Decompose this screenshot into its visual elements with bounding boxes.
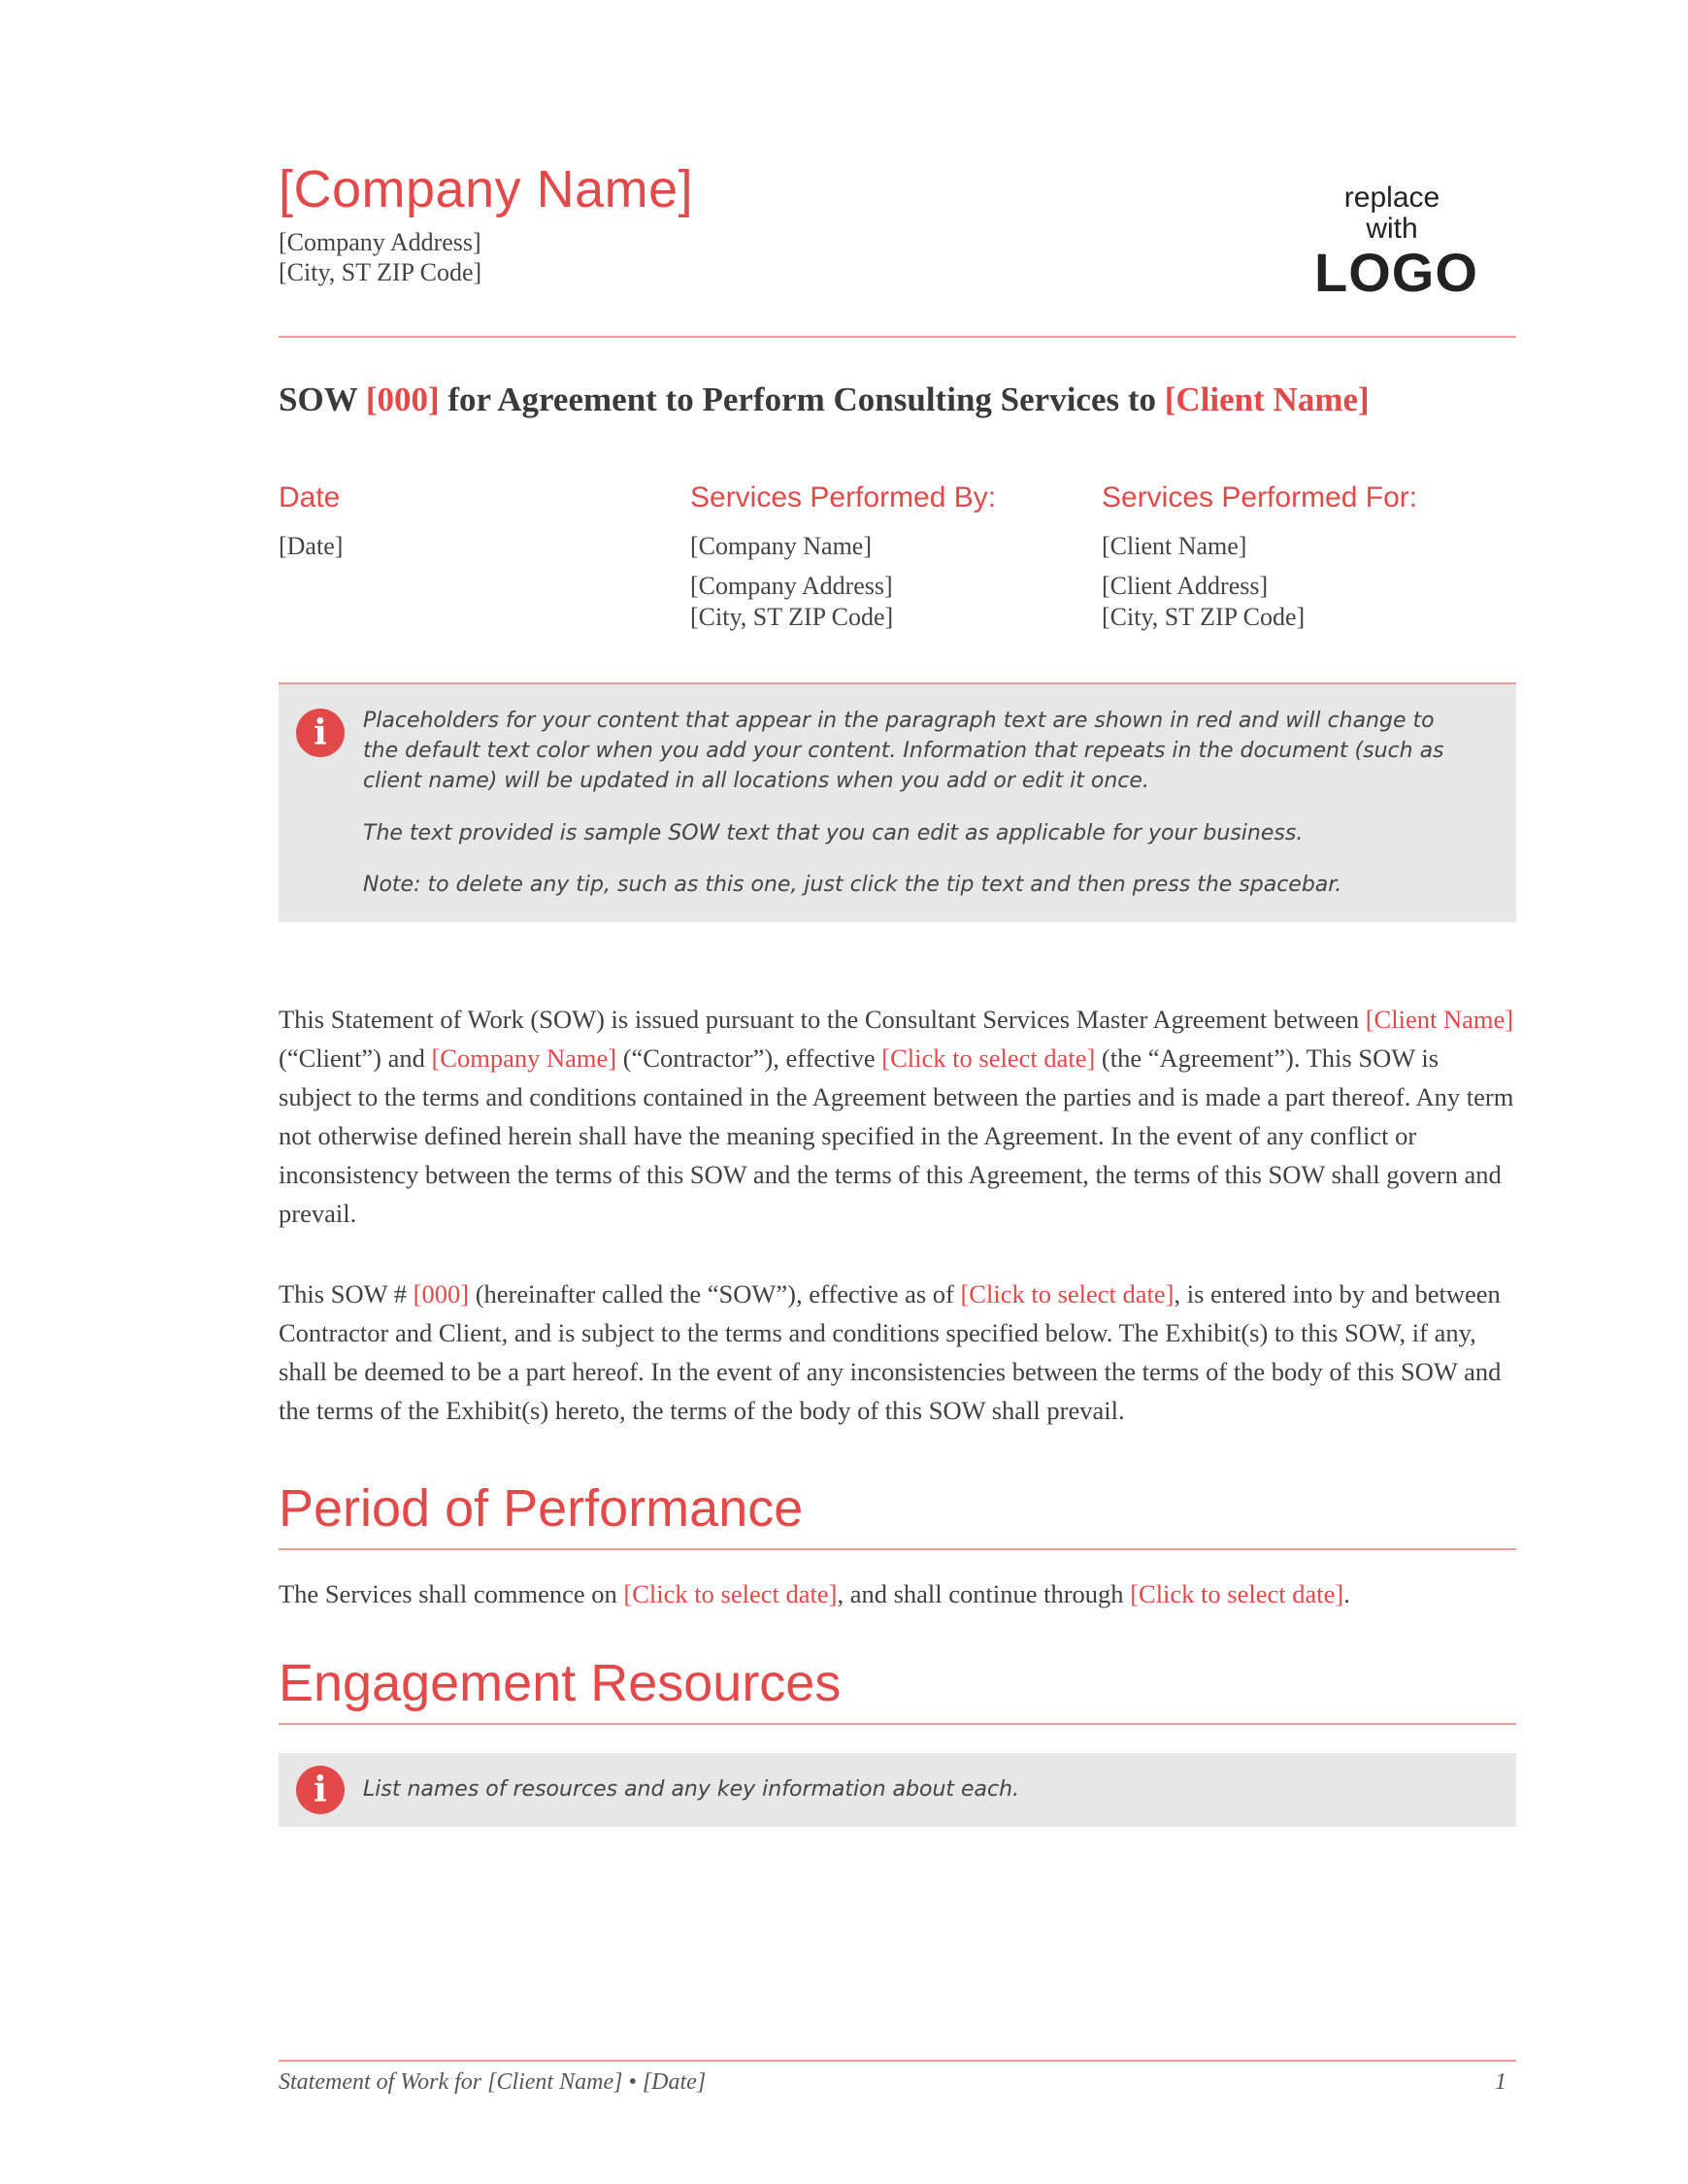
text-run: .: [1343, 1579, 1350, 1608]
text-run: The Services shall commence on: [279, 1579, 624, 1608]
sow-number-placeholder[interactable]: [000]: [413, 1279, 470, 1308]
sow-title[interactable]: [279, 381, 1540, 419]
period-heading: Period of Performance: [279, 1479, 804, 1538]
end-date-picker[interactable]: [Click to select date]: [1130, 1579, 1344, 1608]
performed-for-address[interactable]: [Client Address]: [1102, 572, 1269, 600]
company-name-placeholder[interactable]: [Company Name]: [431, 1043, 617, 1073]
intro-paragraph[interactable]: [279, 1000, 1516, 1233]
tip-box[interactable]: [279, 1753, 1516, 1827]
sow-paragraph[interactable]: [279, 1274, 1516, 1430]
tip-box[interactable]: [279, 682, 1516, 922]
company-city-line[interactable]: [City, ST ZIP Code]: [279, 258, 482, 286]
period-divider: [279, 1548, 1516, 1550]
info-icon: i: [296, 1766, 345, 1814]
performed-for-heading: Services Performed For:: [1102, 481, 1418, 513]
footer-text: Statement of Work for [Client Name] • [Date]: [279, 2069, 707, 2095]
performed-for-city[interactable]: [City, ST ZIP Code]: [1102, 603, 1306, 631]
text-run: (“Client”) and: [279, 1043, 432, 1073]
text-run: (the “Agreement”). This SOW is subject to the terms and conditions contained in the Agreement between the parties and is made a part thereof. Any term not otherwise defined herein shall have the meaning specified in the Agreement. In the event of any conflict or inconsistency between the terms of this SOW and the terms of this Agreement, the terms of this SOW shall govern and prevail.: [279, 1043, 1514, 1228]
footer-divider: [279, 2060, 1516, 2062]
engagement-heading: Engagement Resources: [279, 1654, 842, 1712]
tip-text[interactable]: Note: to delete any tip, such as this one, just click the tip text and then press the spacebar.: [363, 873, 1342, 897]
performed-for-name[interactable]: [Client Name]: [1102, 532, 1247, 560]
tip-text[interactable]: List names of resources and any key information about each.: [363, 1777, 1020, 1802]
date-picker-placeholder[interactable]: [Click to select date]: [881, 1043, 1096, 1073]
text-run: , is entered into by and between Contractor and Client, and is subject to the terms and conditions specified below. The Exhibit(s) to this SOW, if any, shall be deemed to be a part hereof. In the event of any inconsistencies between the terms of the body of this SOW and the terms of the Exhibit(s) hereto, the terms of the body of this SOW shall prevail.: [279, 1279, 1502, 1425]
date-heading: Date: [279, 481, 341, 513]
client-name-placeholder[interactable]: [Client Name]: [1365, 1005, 1514, 1034]
title-prefix: SOW: [279, 381, 366, 418]
page-number: 1: [1495, 2069, 1506, 2095]
title-middle: for Agreement to Perform Consulting Services to: [439, 381, 1165, 418]
logo-placeholder[interactable]: [1314, 182, 1478, 303]
company-name[interactable]: [Company Name]: [279, 160, 694, 218]
text-run: This Statement of Work (SOW) is issued pursuant to the Consultant Services Master Agreement between: [279, 1005, 1366, 1034]
performed-by-address[interactable]: [Company Address]: [690, 572, 893, 600]
title-client-name[interactable]: [Client Name]: [1164, 381, 1370, 418]
performed-by-city[interactable]: [City, ST ZIP Code]: [690, 603, 894, 631]
tip-text[interactable]: The text provided is sample SOW text that you can edit as applicable for your business.: [363, 821, 1304, 845]
text-run: This SOW #: [279, 1279, 414, 1308]
performed-by-heading: Services Performed By:: [690, 481, 997, 513]
tip-text[interactable]: Placeholders for your content that appear in the paragraph text are shown in red and will change to the default text color when you add your content. Information that repeats in the document (such as client name) will be updated in all locations when you add or edit it once.: [363, 709, 1444, 793]
header-divider: [279, 336, 1516, 338]
period-paragraph[interactable]: [279, 1574, 1516, 1613]
logo-line1: replace with: [1343, 182, 1440, 245]
company-address[interactable]: [Company Address]: [279, 228, 481, 256]
engagement-divider: [279, 1723, 1516, 1725]
text-run: , and shall continue through: [837, 1579, 1131, 1608]
info-icon: i: [296, 709, 345, 757]
text-run: (hereinafter called the “SOW”), effective as of: [469, 1279, 961, 1308]
date-picker-placeholder[interactable]: [Click to select date]: [960, 1279, 1175, 1308]
title-sow-number[interactable]: [000]: [365, 381, 440, 418]
logo-line2: LOGO: [1314, 242, 1478, 303]
text-run: (“Contractor”), effective: [616, 1043, 882, 1073]
date-value[interactable]: [Date]: [279, 532, 344, 560]
performed-by-name[interactable]: [Company Name]: [690, 532, 873, 560]
start-date-picker[interactable]: [Click to select date]: [623, 1579, 838, 1608]
